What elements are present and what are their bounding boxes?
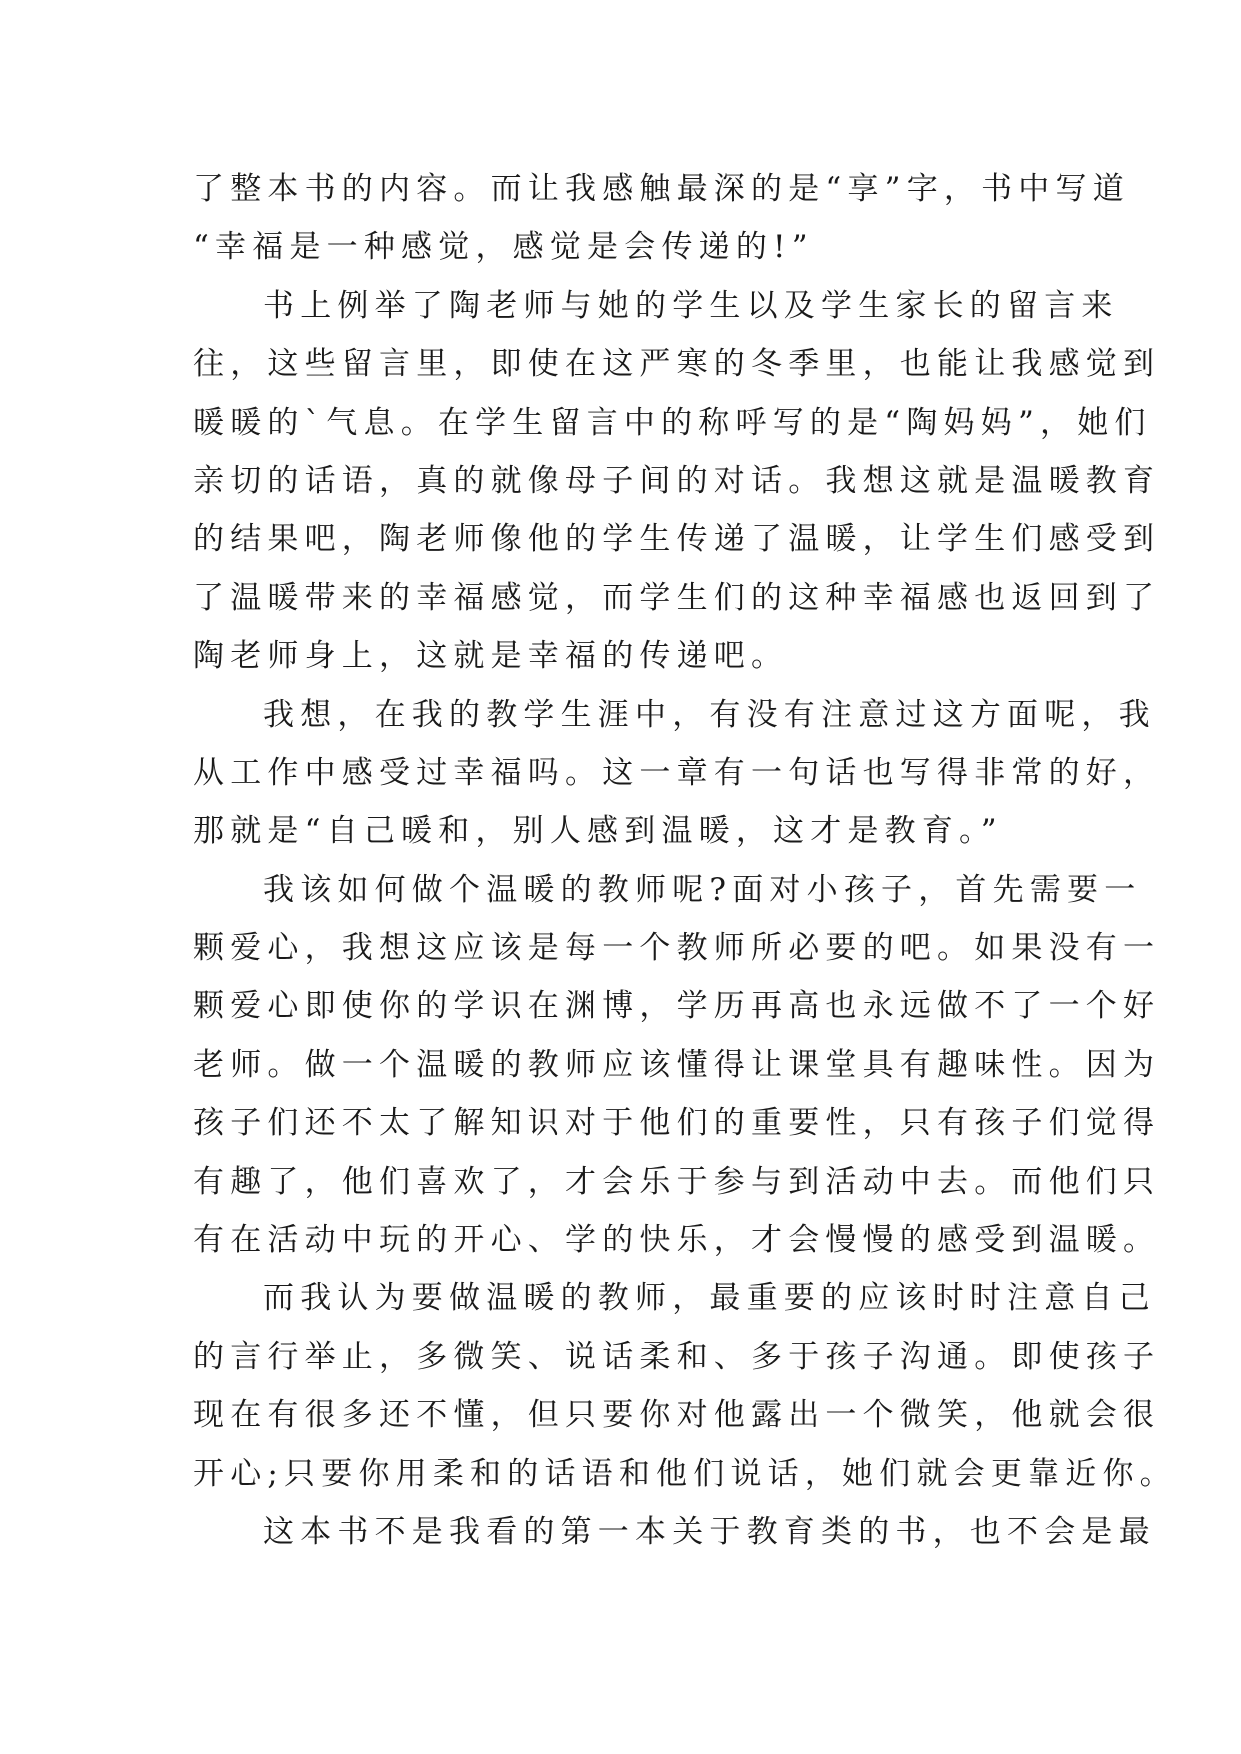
text-line: 颗爱心即使你的学识在渊博，学历再高也永远做不了一个好 xyxy=(193,988,1161,1025)
text-line: 有在活动中玩的开心、学的快乐，才会慢慢的感受到温暖。 xyxy=(193,1222,1161,1259)
text-line: 有趣了，他们喜欢了，才会乐于参与到活动中去。而他们只 xyxy=(193,1163,1161,1200)
text-line: 这本书不是我看的第一本关于教育类的书，也不会是最 xyxy=(263,1513,1156,1550)
text-line: 了整本书的内容。而让我感触最深的是“享”字，书中写道 xyxy=(193,171,1130,207)
text-line: 的言行举止，多微笑、说话柔和、多于孩子沟通。即使孩子 xyxy=(193,1338,1161,1375)
text-line: 老师。做一个温暖的教师应该懂得让课堂具有趣味性。因为 xyxy=(193,1046,1161,1083)
text-line: 从工作中感受过幸福吗。这一章有一句话也写得非常的好， xyxy=(193,754,1161,791)
text-line: 陶老师身上，这就是幸福的传递吧。 xyxy=(193,638,789,675)
text-line: 那就是“自己暖和，别人感到温暖，这才是教育。” xyxy=(193,813,1003,850)
text-line: 往，这些留言里，即使在这严寒的冬季里，也能让我感觉到 xyxy=(193,346,1161,383)
text-line: 书上例举了陶老师与她的学生以及学生家长的留言来 xyxy=(263,287,1119,324)
text-line: 孩子们还不太了解知识对于他们的重要性，只有孩子们觉得 xyxy=(193,1105,1161,1142)
text-line: 我该如何做个温暖的教师呢?面对小孩子，首先需要一 xyxy=(263,871,1142,908)
text-line: 现在有很多还不懂，但只要你对他露出一个微笑，他就会很 xyxy=(193,1397,1161,1434)
text-line: 的结果吧，陶老师像他的学生传递了温暖，让学生们感受到 xyxy=(193,521,1161,558)
text-line: 而我认为要做温暖的教师，最重要的应该时时注意自己 xyxy=(263,1280,1156,1317)
text-line: 暖暖的`气息。在学生留言中的称呼写的是“陶妈妈”，她们 xyxy=(193,404,1152,441)
text-line: 开心;只要你用柔和的话语和他们说话，她们就会更靠近你。 xyxy=(193,1455,1177,1492)
text-line: 我想，在我的教学生涯中，有没有注意过这方面呢，我 xyxy=(263,696,1156,733)
text-line: 颗爱心，我想这应该是每一个教师所必要的吧。如果没有一 xyxy=(193,930,1161,967)
text-line: 亲切的话语，真的就像母子间的对话。我想这就是温暖教育 xyxy=(193,462,1161,499)
body-text xyxy=(193,160,1177,1561)
text-line: 了温暖带来的幸福感觉，而学生们的这种幸福感也返回到了 xyxy=(193,579,1161,616)
text-line: “幸福是一种感觉，感觉是会传递的!” xyxy=(193,229,814,266)
